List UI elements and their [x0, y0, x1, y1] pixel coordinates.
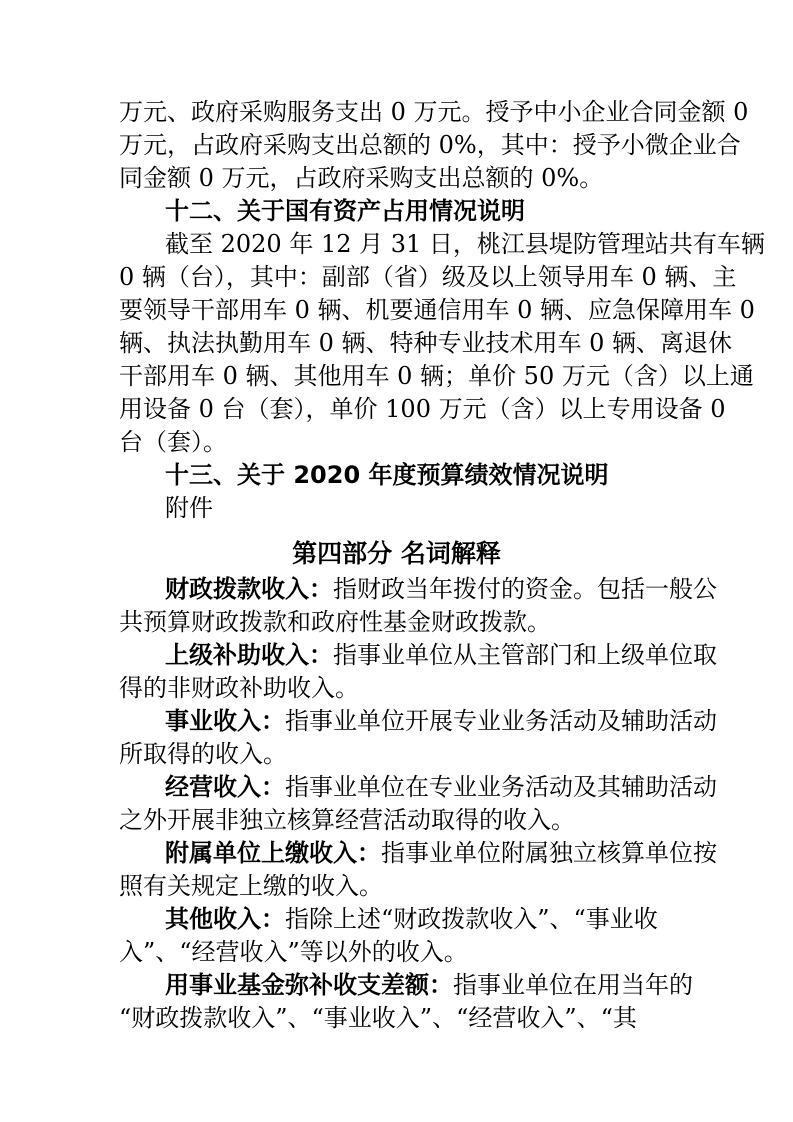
section-heading-12: 十二、关于国有资产占用情况说明	[165, 197, 525, 225]
term-entry	[165, 904, 658, 934]
paragraph-line: 0 辆（台），其中：副部（省）级及以上领导用车 0 辆、主	[119, 263, 737, 291]
term-definition: 指除上述“财政拨款收入”、“事业收	[285, 905, 658, 933]
paragraph-line: 所取得的收入。	[119, 740, 287, 768]
paragraph-line: 入”、“经营收入”等以外的收入。	[119, 938, 468, 966]
term-entry	[165, 970, 693, 1000]
term-definition: 指财政当年拨付的资金。包括一般公	[333, 575, 717, 603]
term-name: 经营收入：	[165, 773, 285, 801]
term-name: 事业收入：	[165, 707, 285, 735]
term-name: 上级补助收入：	[165, 641, 333, 669]
paragraph-line: 之外开展非独立核算经营活动取得的收入。	[119, 806, 575, 834]
term-definition: 指事业单位从主管部门和上级单位取	[333, 641, 717, 669]
attachment-label: 附件	[165, 494, 213, 522]
term-entry	[165, 574, 717, 604]
paragraph-line: 万元、政府采购服务支出 0 万元。授予中小企业合同金额 0	[119, 98, 749, 126]
term-name: 其他收入：	[165, 905, 285, 933]
term-definition: 指事业单位附属独立核算单位按	[381, 839, 717, 867]
term-entry	[165, 640, 717, 670]
paragraph-line: 截至 2020 年 12 月 31 日，桃江县堤防管理站共有车辆	[165, 230, 765, 258]
term-entry	[165, 838, 717, 868]
term-name: 财政拨款收入：	[165, 575, 333, 603]
paragraph-line: “财政拨款收入”、“事业收入”、“经营收入”、“其	[119, 1004, 637, 1032]
paragraph-line: 共预算财政拨款和政府性基金财政拨款。	[119, 608, 551, 636]
term-entry	[165, 772, 717, 802]
part-title: 第四部分 名词解释	[292, 539, 501, 568]
paragraph-line: 照有关规定上缴的收入。	[119, 872, 383, 900]
term-definition: 指事业单位开展专业业务活动及辅助活动	[285, 707, 717, 735]
paragraph-line: 辆、执法执勤用车 0 辆、特种专业技术用车 0 辆、离退休	[119, 329, 733, 357]
paragraph-line: 万元，占政府采购支出总额的 0%，其中：授予小微企业合	[119, 131, 741, 159]
term-name: 附属单位上缴收入：	[165, 839, 381, 867]
term-definition: 指事业单位在专业业务活动及其辅助活动	[285, 773, 717, 801]
term-entry	[165, 706, 717, 736]
paragraph-line: 台（套）。	[119, 428, 227, 456]
paragraph-line: 干部用车 0 辆、其他用车 0 辆；单价 50 万元（含）以上通	[119, 362, 754, 390]
term-name: 用事业基金弥补收支差额：	[165, 971, 453, 999]
section-heading-13: 十三、关于 2020 年度预算绩效情况说明	[165, 461, 609, 489]
term-definition: 指事业单位在用当年的	[453, 971, 693, 999]
paragraph-line: 同金额 0 万元，占政府采购支出总额的 0%。	[119, 164, 604, 192]
paragraph-line: 用设备 0 台（套），单价 100 万元（含）以上专用设备 0	[119, 395, 726, 423]
paragraph-line: 得的非财政补助收入。	[119, 674, 359, 702]
paragraph-line: 要领导干部用车 0 辆、机要通信用车 0 辆、应急保障用车 0	[119, 296, 755, 324]
